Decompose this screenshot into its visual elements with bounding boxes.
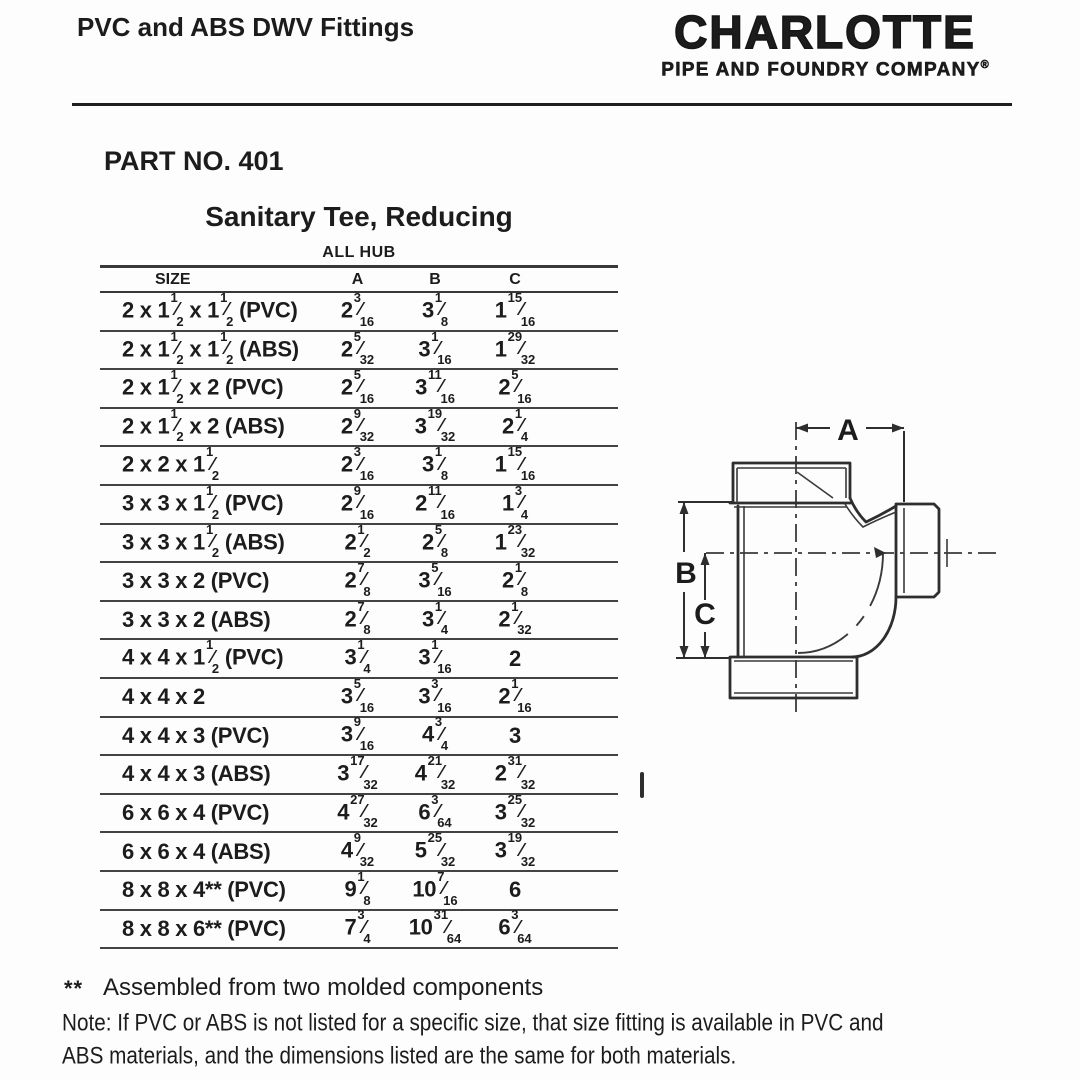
dim-b-cell: $2^5⁄_8$	[421, 521, 449, 561]
dim-c-cell: 2	[509, 645, 521, 671]
column-header-c: C	[509, 271, 521, 288]
fitting-outline	[730, 463, 939, 698]
dim-a-cell: $7^3⁄_4$	[344, 907, 371, 947]
dim-a-cell: $9^1⁄_8$	[344, 868, 371, 908]
size-cell: 3 x 3 x 2 (ABS)	[122, 607, 271, 633]
size-cell: 2 x $1^1⁄_2$ x $1^1⁄_2$ (ABS)	[122, 328, 299, 368]
table-row	[100, 637, 618, 679]
table-subtitle: ALL HUB	[322, 244, 396, 261]
dim-a-cell: $2^5⁄_{32}$	[340, 328, 375, 368]
dimensions-table	[100, 265, 618, 949]
table-row	[100, 444, 618, 486]
logo-subtitle-text: PIPE AND FOUNDRY COMPANY	[661, 59, 981, 81]
table-row	[100, 753, 618, 795]
size-cell: 2 x $1^1⁄_2$ x $1^1⁄_2$ (PVC)	[122, 289, 298, 329]
dim-b-cell: $3^{11}⁄_{16}$	[415, 367, 455, 406]
dim-label-b: B	[675, 557, 697, 590]
size-cell: 4 x 4 x 3 (PVC)	[122, 722, 270, 748]
size-cell: 2 x 2 x $1^1⁄_2$	[122, 444, 220, 484]
table-row	[100, 907, 618, 950]
dim-b-cell: $3^3⁄_{16}$	[418, 675, 452, 715]
dim-b-cell: $5^{25}⁄_{32}$	[414, 830, 456, 869]
dim-c-cell: $1^{29}⁄_{32}$	[494, 328, 536, 368]
size-cell: 6 x 6 x 4 (ABS)	[122, 838, 271, 864]
table-row	[100, 714, 618, 757]
dim-a-cell: $3^5⁄_{16}$	[340, 675, 375, 715]
table-title: Sanitary Tee, Reducing	[205, 201, 513, 232]
dim-a-cell: $2^3⁄_{16}$	[340, 444, 375, 484]
centerlines	[706, 422, 1002, 712]
dim-c-cell: $2^{31}⁄_{32}$	[494, 753, 536, 792]
dim-a-cell: $2^9⁄_{32}$	[340, 405, 375, 445]
dim-b-cell: $3^{19}⁄_{32}$	[414, 405, 456, 445]
waterway-sweep	[798, 547, 886, 653]
size-cell: 8 x 8 x 6** (PVC)	[122, 915, 286, 941]
dim-c-cell: $6^3⁄_{64}$	[498, 907, 532, 947]
dim-b-cell: $3^1⁄_{16}$	[418, 328, 452, 368]
size-cell: 8 x 8 x 4** (PVC)	[122, 877, 286, 903]
dim-b-cell: $4^{21}⁄_{32}$	[414, 753, 456, 792]
logo-wordmark: CHARLOTTE	[674, 6, 976, 58]
dim-c-cell: 3	[509, 722, 521, 748]
column-header-size: SIZE	[155, 271, 191, 288]
dim-a-cell: $2^7⁄_8$	[344, 598, 371, 638]
dim-a-cell: $2^9⁄_{16}$	[340, 482, 375, 522]
dim-b-cell: $3^1⁄_8$	[421, 444, 449, 484]
dim-a-cell: $3^1⁄_4$	[344, 637, 371, 676]
dim-c-cell: 6	[509, 877, 521, 903]
size-cell: 4 x 4 x 2	[122, 684, 205, 710]
dim-b-cell: $4^3⁄_4$	[421, 714, 449, 754]
dim-c-cell: $2^1⁄_{16}$	[498, 675, 532, 715]
note-line-1: Note: If PVC or ABS is not listed for a specific size, that size fitting is available in PVC and	[62, 1008, 884, 1036]
dim-b-cell: $3^1⁄_4$	[421, 598, 449, 638]
company-logo	[652, 8, 998, 82]
logo-subtitle	[652, 59, 998, 81]
dim-a-cell: $4^9⁄_{32}$	[340, 830, 375, 869]
footnote-text: Assembled from two molded components	[103, 974, 544, 1001]
dim-a-cell: $2^5⁄_{16}$	[340, 367, 375, 406]
table-row	[100, 868, 618, 911]
column-header-a: A	[351, 271, 364, 288]
dim-a-cell: $3^9⁄_{16}$	[340, 714, 375, 754]
registered-trademark-icon: ®	[980, 59, 989, 72]
dim-c-cell: $3^{19}⁄_{32}$	[494, 830, 536, 869]
size-cell: 4 x 4 x $1^1⁄_2$ (PVC)	[122, 637, 284, 676]
dim-a-cell: $2^7⁄_8$	[344, 560, 371, 599]
note-line-2: ABS materials, and the dimensions listed are the same for both materials.	[62, 1041, 737, 1069]
size-cell: 2 x $1^1⁄_2$ x 2 (PVC)	[122, 367, 284, 406]
dim-c-cell: $1^3⁄_4$	[501, 482, 529, 522]
dim-label-c: C	[694, 598, 716, 631]
dim-c-cell: $2^1⁄_4$	[501, 405, 529, 445]
dimension-b	[675, 502, 732, 658]
table-row	[100, 405, 618, 448]
header-divider	[72, 103, 1012, 106]
dim-c-cell: $1^{15}⁄_{16}$	[494, 289, 536, 329]
size-cell: 6 x 6 x 4 (PVC)	[122, 800, 270, 826]
table-row	[100, 598, 618, 641]
size-cell: 2 x $1^1⁄_2$ x 2 (ABS)	[122, 405, 285, 445]
table-row	[100, 482, 618, 525]
part-number: PART NO. 401	[104, 146, 284, 176]
dim-c-cell: $3^{25}⁄_{32}$	[494, 791, 536, 831]
table-row	[100, 289, 618, 332]
dim-c-cell: $2^1⁄_8$	[501, 560, 529, 599]
footnote-marker: **	[64, 976, 84, 1001]
document-title: PVC and ABS DWV Fittings	[77, 12, 415, 42]
dim-label-a: A	[837, 414, 859, 447]
dimension-c	[694, 553, 716, 658]
size-cell: 3 x 3 x 2 (PVC)	[122, 568, 270, 594]
stray-mark	[640, 772, 644, 798]
sanitary-tee-diagram	[650, 400, 1030, 720]
dim-a-cell: $2^3⁄_{16}$	[340, 289, 375, 329]
table-row	[100, 560, 618, 602]
size-cell: 4 x 4 x 3 (ABS)	[122, 761, 271, 787]
dim-b-cell: $10^{31}⁄_{64}$	[408, 907, 462, 947]
column-header-b: B	[429, 271, 441, 288]
dim-a-cell: $3^{17}⁄_{32}$	[337, 753, 378, 792]
dim-b-cell: $3^5⁄_{16}$	[418, 560, 452, 599]
socket-depth-line	[797, 472, 833, 498]
dim-c-cell: $1^{15}⁄_{16}$	[494, 444, 536, 484]
dim-c-cell: $1^{23}⁄_{32}$	[494, 521, 536, 561]
table-row	[100, 367, 618, 409]
table-row	[100, 791, 618, 834]
size-cell: 3 x 3 x $1^1⁄_2$ (PVC)	[122, 482, 284, 522]
dim-a-cell: $2^1⁄_2$	[344, 521, 371, 561]
dim-a-cell: $4^{27}⁄_{32}$	[337, 791, 378, 831]
size-cell: 3 x 3 x $1^1⁄_2$ (ABS)	[122, 521, 285, 561]
dim-c-cell: $2^5⁄_{16}$	[498, 367, 532, 406]
dim-b-cell: $6^3⁄_{64}$	[418, 791, 452, 831]
table-row	[100, 328, 618, 371]
dim-c-cell: $2^1⁄_{32}$	[498, 598, 532, 638]
dim-b-cell: $10^7⁄_{16}$	[412, 868, 458, 908]
table-row	[100, 675, 618, 718]
table-row	[100, 830, 618, 872]
table-body	[100, 289, 618, 949]
dim-b-cell: $3^1⁄_{16}$	[418, 637, 452, 676]
dim-b-cell: $2^{11}⁄_{16}$	[415, 482, 455, 522]
dim-b-cell: $3^1⁄_8$	[421, 289, 449, 329]
table-row	[100, 521, 618, 564]
